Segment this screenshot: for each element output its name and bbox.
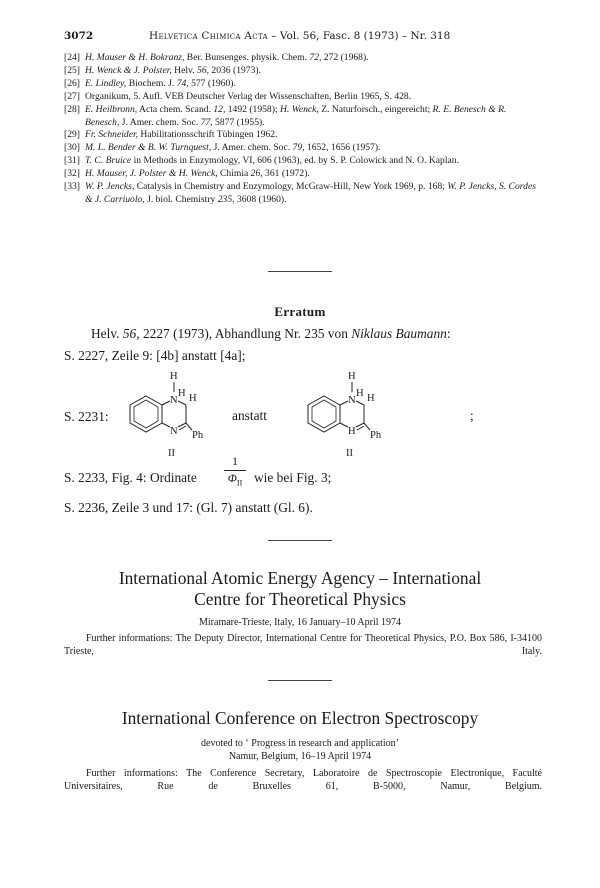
reference-item xyxy=(64,142,542,155)
ref-volume: 26, xyxy=(250,168,263,180)
ref-rest: 272 (1968). xyxy=(321,52,369,63)
erratum-ref: 2227 (1973), Abhandlung Nr. 235 von xyxy=(139,326,352,341)
erratum-line-2: S. 2227, Zeile 9: [4b] anstatt [4a]; xyxy=(64,348,246,363)
ref-number: [30] xyxy=(64,142,80,154)
reference-list xyxy=(64,52,542,207)
left-right-h: H xyxy=(189,393,197,404)
ref-volume: 72, xyxy=(309,52,322,63)
ref-rest-4: 5877 (1955). xyxy=(212,116,265,128)
ref-number: [28] xyxy=(64,103,80,115)
ref-volume: 74, xyxy=(176,77,189,89)
fraction-subscript: II xyxy=(236,478,243,488)
ref-authors: H. Mauser & H. Bokranz, xyxy=(85,52,185,63)
journal-name: Helvetica Chimica Acta xyxy=(149,30,268,42)
ref-text: Acta chem. Scand. xyxy=(137,103,214,115)
fraction-denominator xyxy=(224,471,246,487)
right-ph: Ph xyxy=(370,430,382,441)
separator-rule xyxy=(268,540,332,541)
ref-text: Ber. Bunsenges. physik. Chem. xyxy=(184,52,310,63)
ref-text: Catalysis in Chemistry and Enzymology, McGraw-Hill, New York 1969, p. 168; xyxy=(134,181,448,193)
ref-authors-2: H. Wenck, xyxy=(279,103,319,115)
ref-rest: 361 (1972). xyxy=(262,168,310,180)
ref-authors: H. Wenck & J. Polster, xyxy=(85,64,172,76)
ref-rest-3: 3608 (1960). xyxy=(234,193,287,205)
announcement-2-title: International Conference on Electron Spectroscopy xyxy=(121,708,479,728)
announcement-1-info-text: Further informations: The Deputy Director, International Centre for Theoretical Physics, P.O. Box 586, I-34100 Trieste, Italy. xyxy=(64,633,542,657)
ref-rest: 1652, 1656 (1957). xyxy=(304,142,381,154)
ref-volume: 12, xyxy=(213,103,226,115)
journal-details: – Vol. 56, Fasc. 8 (1973) – Nr. 318 xyxy=(267,30,451,42)
ref-number: [26] xyxy=(64,77,80,89)
ref-authors-2: W. P. Jencks, S. Cordes & J. Carriuolo, xyxy=(85,181,536,205)
erratum-line-4-start: S. 2233, Fig. 4: Ordinate xyxy=(64,470,197,485)
left-top-h: H xyxy=(170,371,178,382)
page-number: 3072 xyxy=(64,30,94,42)
announcement-2-place-date: Namur, Belgium, 16–19 April 1974 xyxy=(228,751,372,762)
left-ph: Ph xyxy=(192,430,204,441)
erratum-line-1 xyxy=(91,326,451,342)
left-numeral: II xyxy=(168,448,175,459)
announcement-1-title-line-2: Centre for Theoretical Physics xyxy=(194,589,406,609)
ref-rest: 2036 (1973). xyxy=(209,64,261,76)
announcement-2-info xyxy=(64,767,542,793)
ref-volume-2: 235, xyxy=(217,193,235,205)
erratum-line-4-end: wie bei Fig. 3; xyxy=(254,470,332,485)
ordinate-fraction xyxy=(224,454,246,490)
left-nh-n: N xyxy=(170,395,178,406)
fraction-phi: Φ xyxy=(227,471,237,485)
ref-authors: H. Mauser, J. Polster & H. Wenck, xyxy=(85,168,218,180)
reference-item xyxy=(64,181,542,207)
right-top-h: H xyxy=(348,371,356,382)
reference-item xyxy=(64,91,542,104)
ref-text: Biochem. J. xyxy=(126,77,177,89)
ref-rest-3: J. Amer. chem. Soc. xyxy=(119,116,201,128)
right-right-h: H xyxy=(367,393,375,404)
reference-item xyxy=(64,78,542,91)
structure-right-drawing xyxy=(294,368,404,459)
ref-text: Habilitationsschrift Tübingen 1962. xyxy=(138,129,278,141)
ref-rest-2: J. biol. Chemistry xyxy=(144,193,218,205)
ref-authors: T. C. Bruice xyxy=(85,155,132,167)
reference-item xyxy=(64,155,542,168)
left-nh-h: H xyxy=(178,388,186,399)
ref-authors: W. P. Jencks, xyxy=(85,181,135,193)
ref-rest-2: Z. Naturforsch., eingereicht; xyxy=(318,103,433,115)
reference-item xyxy=(64,129,542,142)
reference-item xyxy=(64,52,542,65)
structure-right xyxy=(294,368,404,459)
separator-rule xyxy=(268,271,332,272)
announcement-1-title-line-1: International Atomic Energy Agency – International xyxy=(118,568,482,588)
right-nh-h: H xyxy=(356,388,364,399)
announcement-2-info-text: Further informations: The Conference Secretary, Laboratoire de Spectroscopie Electronique, Faculté Universitaires, Rue de Bruxelles 61, B-5000, Namur, Belgium. xyxy=(64,768,542,792)
erratum-volume: 56, xyxy=(122,326,140,341)
ref-text: in Methods in Enzymology, VI, 606 (1963), ed. by S. P. Colowick and N. O. Kaplan. xyxy=(131,155,459,167)
fraction-numerator: 1 xyxy=(232,454,238,468)
anstatt-label: anstatt xyxy=(232,408,267,423)
ref-number: [25] xyxy=(64,64,80,76)
erratum-title: Erratum xyxy=(274,304,326,319)
ref-volume: 79, xyxy=(292,142,305,154)
erratum-s2231-label: S. 2231: xyxy=(64,409,109,424)
right-bottom-h: H xyxy=(348,426,356,437)
left-bottom-n: N xyxy=(170,426,178,437)
journal-line xyxy=(149,30,450,42)
ref-authors: Fr. Schneider, xyxy=(85,129,139,141)
ref-number: [24] xyxy=(64,52,80,63)
right-nh-n: N xyxy=(348,395,356,406)
ref-text: Chimia xyxy=(217,168,251,180)
ref-rest: 1492 (1958); xyxy=(225,103,280,115)
ref-authors: E. Heilbronn, xyxy=(85,103,138,115)
erratum-colon: : xyxy=(446,326,451,341)
reference-item xyxy=(64,65,542,78)
ref-number: [29] xyxy=(64,129,80,141)
separator-rule xyxy=(268,680,332,681)
reference-item xyxy=(64,104,542,130)
ref-number: [33] xyxy=(64,181,80,193)
ref-authors: M. L. Bender & B. W. Turnquest, xyxy=(85,142,212,154)
ref-text: J. Amer. chem. Soc. xyxy=(211,142,293,154)
announcement-1-info xyxy=(64,632,542,658)
erratum-author: Niklaus Baumann xyxy=(351,326,447,341)
ref-text: Organikum, 5. Aufl. VEB Deutscher Verlag der Wissenschaften, Berlin 1965, S. 428. xyxy=(85,90,412,102)
announcement-1-place-date: Miramare-Trieste, Italy, 16 January–10 April 1974 xyxy=(199,617,401,628)
announcement-2-subtitle: devoted to ‘ Progress in research and application’ xyxy=(201,738,399,749)
structure-left-drawing xyxy=(116,368,226,459)
reference-item xyxy=(64,168,542,181)
ref-volume: 56, xyxy=(197,64,210,76)
ref-rest: 577 (1960). xyxy=(188,77,236,89)
ref-text: Helv. xyxy=(171,64,198,76)
right-numeral: II xyxy=(346,448,353,459)
ref-volume-3: 77, xyxy=(200,116,213,128)
ref-authors: E. Lindley, xyxy=(85,77,127,89)
ref-number: [27] xyxy=(64,90,80,102)
structure-left xyxy=(116,368,226,459)
ref-number: [32] xyxy=(64,168,80,180)
ref-authors-3: R. E. Benesch & R. Benesch, xyxy=(85,103,507,128)
ref-number: [31] xyxy=(64,155,80,167)
erratum-journal: Helv. xyxy=(91,326,123,341)
erratum-line-5: S. 2236, Zeile 3 und 17: (Gl. 7) anstatt (Gl. 6). xyxy=(64,500,313,515)
erratum-semicolon: ; xyxy=(470,408,474,423)
